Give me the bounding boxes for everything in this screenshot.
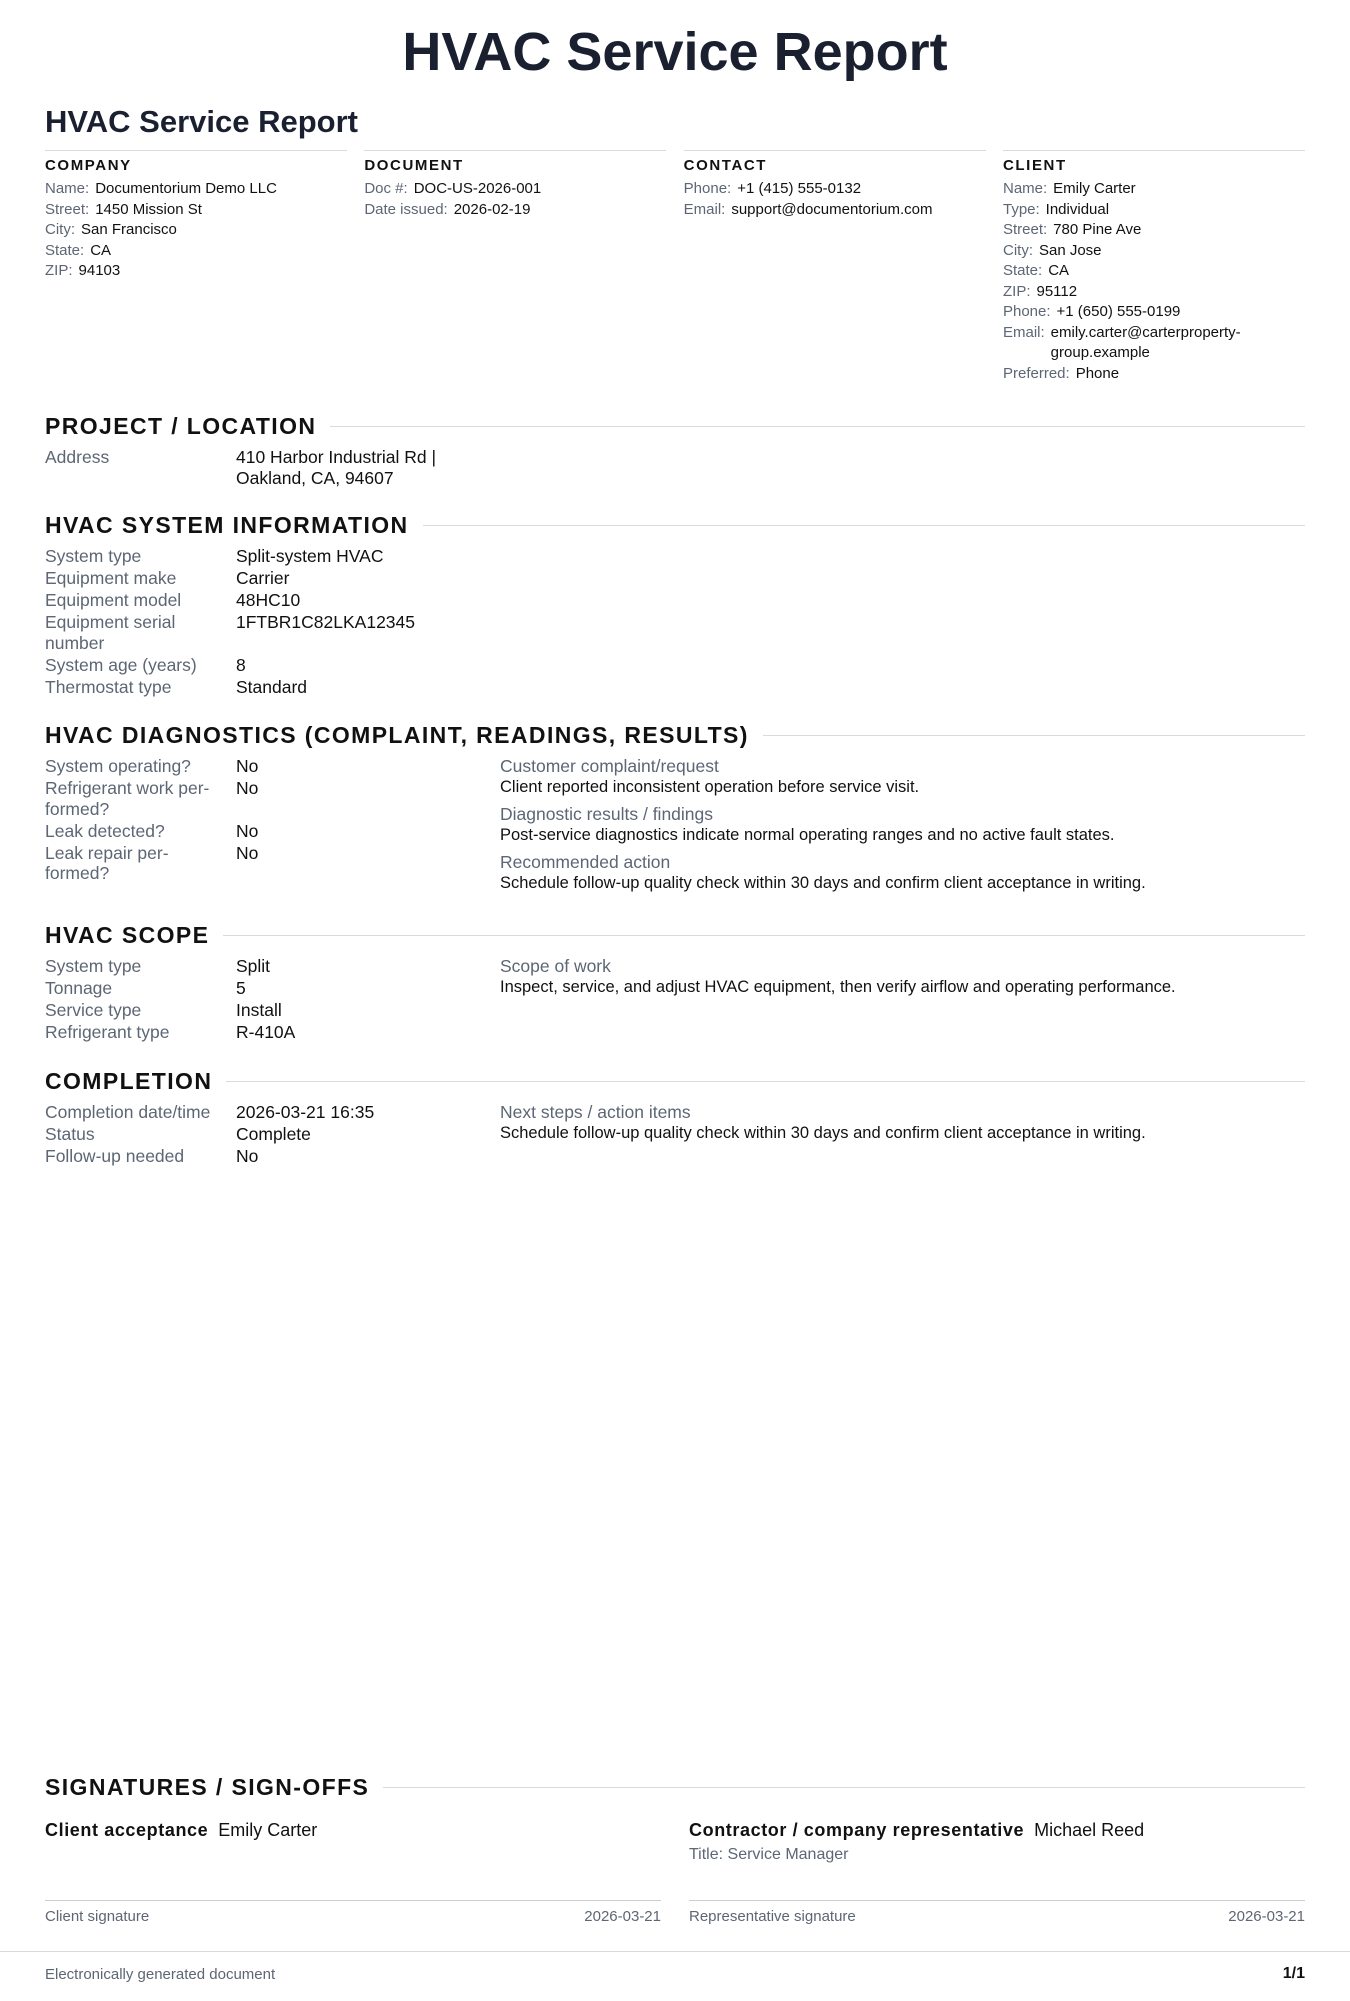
company-label: Name:: [45, 180, 90, 197]
field-row: [45, 821, 500, 842]
client-row: [1003, 261, 1305, 282]
field-label: Leak detected?: [45, 820, 165, 841]
client-label: Street:: [1002, 221, 1048, 238]
page-number: 1/1: [1282, 1965, 1305, 1982]
client-row: [1003, 179, 1305, 200]
client-row: [1003, 220, 1305, 241]
field-row: [45, 843, 500, 884]
contact-value: +1 (415) 555-0132: [737, 180, 862, 197]
field-value: R-410A: [236, 1022, 296, 1042]
note-text: Schedule follow-up quality check within 30 days and confirm client acceptance in writing.: [500, 874, 1146, 892]
client-block: [1003, 150, 1305, 384]
field-row: [45, 655, 500, 676]
field-row: [45, 447, 500, 488]
field-row: [45, 546, 500, 567]
signer-name: Emily Carter: [218, 1820, 318, 1840]
note-text: Post-service diagnostics indicate normal operating ranges and no active fault states.: [500, 826, 1115, 844]
field-row: [45, 590, 500, 611]
signature-role: Contractor / company representative: [689, 1820, 1025, 1840]
field-row: [45, 677, 500, 698]
field-label: Thermostat type: [45, 676, 172, 697]
field-label: System type: [45, 546, 142, 566]
page-footer: [0, 1951, 1350, 2001]
section-title: HVAC SCOPE: [45, 921, 210, 948]
footer-note: Electronically generated document: [45, 1966, 276, 1983]
contact-row: [684, 200, 986, 221]
section-divider: [330, 426, 1305, 427]
field-value: 410 Harbor Industrial Rd | Oakland, CA, 94607: [236, 447, 437, 488]
client-label: ZIP:: [1002, 282, 1031, 300]
field-value: No: [236, 756, 259, 776]
field-label: Address: [45, 447, 110, 467]
field-label: System type: [45, 956, 142, 976]
field-row: [45, 1146, 500, 1167]
note-text: Schedule follow-up quality check within 30 days and confirm client acceptance in writing.: [500, 1124, 1146, 1142]
field-label: Tonnage: [45, 978, 113, 998]
client-value: emily.carter@carterproperty-group.example: [1050, 323, 1241, 361]
section-divider: [383, 1787, 1305, 1788]
section-title: PROJECT / LOCATION: [45, 412, 317, 439]
client-value: San Jose: [1038, 241, 1102, 259]
diagnostics-notes: [500, 756, 1305, 900]
contact-label: Email:: [683, 200, 726, 218]
client-value: CA: [1048, 262, 1070, 279]
field-label: Leak repair per-formed?: [45, 842, 169, 883]
client-signature-block: [45, 1818, 661, 1948]
system-fields: [45, 546, 500, 699]
contact-heading: CONTACT: [683, 157, 768, 174]
field-row: [45, 1124, 500, 1145]
field-label: Equipment make: [45, 568, 177, 588]
client-heading: CLIENT: [1002, 157, 1067, 174]
contact-row: [684, 179, 986, 200]
field-value: No: [236, 778, 259, 798]
scope-fields: [45, 956, 500, 1044]
client-value: +1 (650) 555-0199: [1056, 303, 1181, 320]
signature-date: 2026-03-21: [1228, 1908, 1305, 1925]
diagnostics-section: [45, 720, 1305, 900]
company-label: City:: [45, 221, 75, 238]
note-label: Recommended action: [500, 852, 671, 872]
section-title: COMPLETION: [45, 1067, 213, 1094]
field-row: [45, 612, 500, 653]
company-label: ZIP:: [45, 262, 73, 279]
field-label: System age (years): [45, 654, 197, 675]
company-row: [45, 220, 347, 241]
signer-name: Michael Reed: [1034, 1820, 1145, 1840]
contact-label: Phone:: [683, 180, 732, 197]
company-value: CA: [90, 241, 112, 259]
client-row: [1003, 302, 1305, 323]
field-value: Install: [236, 1000, 282, 1020]
company-row: [45, 241, 347, 262]
signature-line-label: Representative signature: [689, 1908, 856, 1925]
note-text: Client reported inconsistent operation before service visit.: [500, 778, 920, 796]
project-location-section: [45, 411, 1305, 490]
field-value: Complete: [236, 1124, 311, 1144]
field-row: [45, 956, 500, 977]
client-label: Name:: [1002, 180, 1048, 197]
signer-title: Title: Service Manager: [689, 1846, 849, 1863]
company-value: 1450 Mission St: [95, 200, 202, 218]
contact-block: [684, 150, 986, 384]
field-label: Refrigerant type: [45, 1022, 170, 1042]
signature-line-label: Client signature: [45, 1908, 150, 1925]
page-title: HVAC Service Report: [402, 22, 948, 82]
client-label: Email:: [1002, 323, 1045, 341]
section-title: SIGNATURES / SIGN-OFFS: [45, 1773, 370, 1800]
client-row: [1003, 200, 1305, 221]
section-title: HVAC DIAGNOSTICS (COMPLAINT, READINGS, RESULTS): [45, 721, 749, 748]
document-heading: DOCUMENT: [364, 157, 464, 174]
client-signature-line[interactable]: [45, 1900, 661, 1901]
section-title: HVAC SYSTEM INFORMATION: [45, 511, 409, 538]
section-divider: [423, 525, 1305, 526]
document-value: 2026-02-19: [453, 200, 531, 218]
company-label: State:: [45, 241, 85, 259]
field-label: Follow-up needed: [45, 1146, 185, 1166]
field-value: 8: [236, 654, 246, 675]
field-value: No: [236, 842, 259, 863]
scope-section: [45, 920, 1305, 1044]
field-value: Carrier: [236, 568, 290, 588]
field-value: Split-system HVAC: [236, 546, 384, 566]
client-label: Preferred:: [1002, 364, 1070, 382]
company-value: Documentorium Demo LLC: [95, 180, 277, 197]
company-label: Street:: [45, 200, 90, 218]
signatures-section: [45, 1772, 1305, 1948]
client-row: [1003, 323, 1305, 364]
representative-signature-line[interactable]: [689, 1900, 1305, 1901]
field-label: Refrigerant work per-formed?: [45, 778, 210, 819]
document-label: Doc #:: [364, 180, 408, 197]
client-row: [1003, 364, 1305, 385]
company-row: [45, 200, 347, 221]
client-label: Phone:: [1002, 303, 1051, 320]
field-value: No: [236, 820, 259, 841]
system-information-section: [45, 510, 1305, 699]
field-label: Service type: [45, 1000, 142, 1020]
field-value: Split: [236, 956, 271, 976]
completion-fields: [45, 1102, 500, 1168]
company-value: San Francisco: [81, 221, 177, 238]
client-row: [1003, 282, 1305, 303]
field-row: [45, 756, 500, 777]
client-value: 780 Pine Ave: [1053, 221, 1142, 238]
field-value: Standard: [236, 676, 308, 697]
field-row: [45, 978, 500, 999]
client-label: City:: [1002, 241, 1033, 259]
diagnostics-fields: [45, 756, 500, 900]
client-value: 95112: [1036, 282, 1078, 300]
field-label: System operating?: [45, 756, 191, 776]
company-value: 94103: [78, 262, 121, 279]
signature-date: 2026-03-21: [584, 1908, 661, 1925]
field-value: 1FTBR1C82LKA12345: [236, 612, 415, 632]
field-value: 2026-03-21 16:35: [236, 1102, 375, 1122]
contact-value: support@documentorium.com: [731, 200, 933, 218]
field-label: Completion date/time: [45, 1102, 211, 1122]
contractor-signature-block: [689, 1818, 1305, 1948]
company-heading: COMPANY: [45, 157, 132, 174]
client-label: Type:: [1002, 200, 1040, 218]
note-label: Customer complaint/request: [500, 756, 719, 776]
section-divider: [763, 735, 1305, 736]
signature-role: Client acceptance: [45, 1820, 209, 1840]
scope-notes: [500, 956, 1305, 1044]
document-label: Date issued:: [364, 200, 448, 218]
client-row: [1003, 241, 1305, 262]
field-value: 48HC10: [236, 590, 301, 610]
field-row: [45, 1022, 500, 1043]
field-value: 5: [236, 978, 246, 998]
field-label: Status: [45, 1124, 95, 1144]
document-value: DOC-US-2026-001: [413, 180, 542, 197]
note-text: Inspect, service, and adjust HVAC equipment, then verify airflow and operating performance.: [500, 978, 1176, 996]
completion-section: [45, 1066, 1305, 1168]
project-fields: [45, 447, 500, 490]
report-title: HVAC Service Report: [45, 104, 358, 139]
note-label: Scope of work: [500, 956, 611, 976]
client-label: State:: [1002, 262, 1043, 279]
field-row: [45, 568, 500, 589]
completion-notes: [500, 1102, 1305, 1168]
document-block: [364, 150, 666, 384]
company-block: [45, 150, 347, 384]
section-divider: [226, 1081, 1305, 1082]
note-label: Next steps / action items: [500, 1102, 691, 1122]
client-value: Individual: [1045, 200, 1110, 218]
field-value: No: [236, 1146, 259, 1166]
field-row: [45, 1102, 500, 1123]
client-value: Emily Carter: [1053, 180, 1136, 197]
document-row: [364, 200, 666, 221]
field-row: [45, 778, 500, 819]
company-row: [45, 261, 347, 282]
document-row: [364, 179, 666, 200]
field-row: [45, 1000, 500, 1021]
header-info-grid: [45, 150, 1305, 384]
field-label: Equipment model: [45, 590, 182, 610]
note-label: Diagnostic results / findings: [500, 804, 714, 824]
company-row: [45, 179, 347, 200]
field-label: Equipment serial number: [45, 612, 176, 653]
section-divider: [223, 935, 1305, 936]
client-value: Phone: [1075, 364, 1120, 382]
